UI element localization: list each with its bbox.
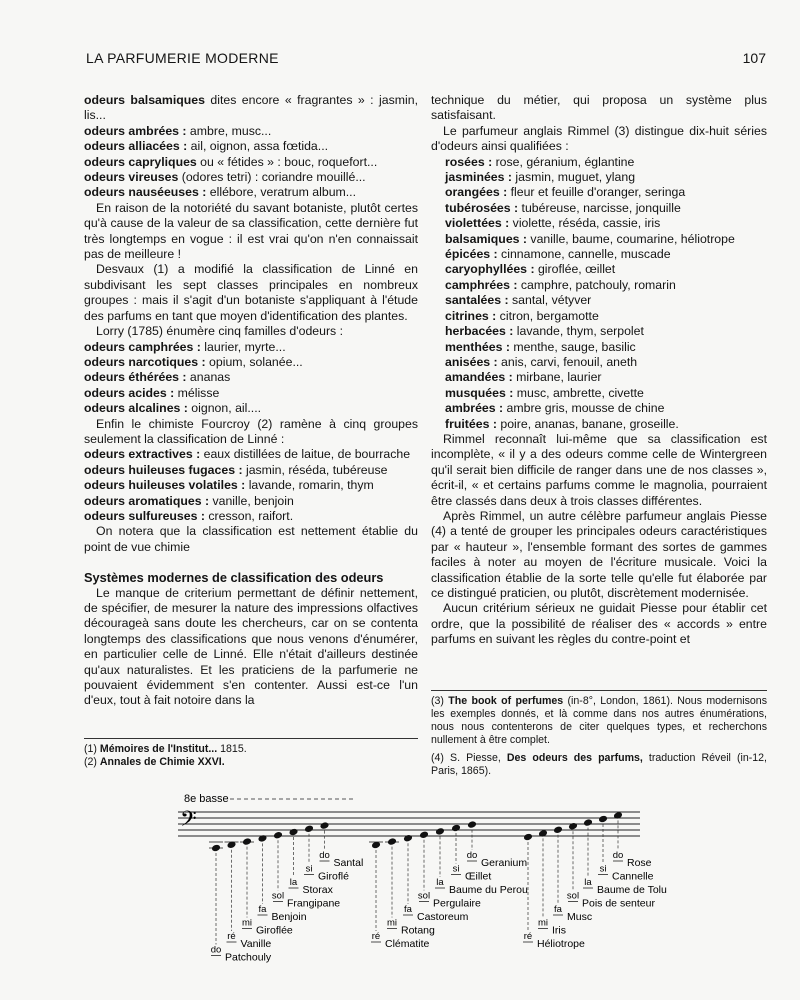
solfege-syllable: fa: [554, 904, 562, 915]
solfege-syllable: do: [466, 850, 478, 861]
note-head: [553, 826, 563, 835]
scent-label: Clématite: [385, 938, 430, 950]
note-head: [598, 815, 608, 824]
solfege-syllable: fa: [404, 904, 412, 915]
rimmel-item: anisées : anis, carvi, fenouil, aneth: [445, 354, 638, 369]
scent-label: Geranium: [481, 857, 528, 869]
rimmel-item: caryophyllées : giroflée, œillet: [445, 262, 616, 277]
solfege-syllable: mi: [386, 917, 398, 929]
note-head: [523, 833, 533, 842]
note-head: [583, 818, 593, 827]
rimmel-item: jasminées : jasmin, muguet, ylang: [445, 170, 636, 185]
solfege-syllable: sol: [271, 890, 285, 902]
scent-label: Musc: [567, 911, 593, 923]
lorry-item: odeurs camphrées : laurier, myrte...: [84, 339, 286, 354]
fourcroy-item: odeurs huileuses volatiles : lavande, romarin, thym: [84, 478, 374, 493]
paragraph-piesse: Après Rimmel, un autre célèbre parfumeur anglais Piesse (4) a tenté de grouper les principales odeurs caractéristiques par « hauteur », l'ensemble formant des sortes de gammes faciles à noter au moyen de l'écriture musicale. Voici la classification établie de la sorte telle qu'elle fut élaborée par ce distingué praticien, ou plutôt, discrètement modernisée.: [431, 508, 767, 600]
lorry-item: odeurs éthérées : ananas: [84, 370, 231, 385]
note-head: [320, 821, 330, 830]
rimmel-list: [431, 155, 767, 432]
scent-label: Baume de Tolu: [597, 884, 667, 896]
scent-label: Œillet: [465, 870, 492, 883]
solfege-syllable: la: [584, 877, 592, 888]
rimmel-item: tubérosées : tubéreuse, narcisse, jonquille: [445, 200, 681, 215]
fourcroy-item: odeurs extractives : eaux distillées de laitue, de bourrache: [84, 447, 411, 462]
rimmel-item: herbacées : lavande, thym, serpolet: [445, 324, 644, 339]
scent-label: Giroflé: [318, 870, 349, 883]
scent-scale-staff: [178, 790, 678, 990]
rimmel-item: camphrées : camphre, patchouly, romarin: [445, 277, 676, 292]
scent-label: Baume du Perou: [449, 884, 528, 896]
scent-label: Patchouly: [225, 951, 272, 964]
solfege-syllable: mi: [537, 917, 549, 929]
solfege-syllable: si: [599, 863, 607, 875]
scent-label: Vanille: [240, 938, 272, 950]
note-head: [211, 844, 221, 853]
solfege-syllable: si: [305, 863, 313, 875]
scent-label: Santal: [333, 857, 364, 869]
solfege-syllable: si: [452, 863, 460, 875]
scent-label: Rose: [627, 857, 652, 869]
solfege-syllable: do: [319, 850, 330, 861]
scent-label: Pois de senteur: [582, 897, 655, 910]
paragraph-note: On notera que la classification est nettement établie du point de vue chimie: [84, 524, 418, 554]
note-head: [273, 831, 283, 840]
bass-clef-icon: 𝄢: [180, 806, 197, 836]
linne-item: odeurs ambrées : ambre, musc...: [84, 123, 272, 138]
rimmel-item: rosées : rose, géranium, églantine: [445, 154, 635, 169]
note-head: [568, 822, 578, 831]
rimmel-item: citrines : citron, bergamotte: [445, 308, 599, 323]
running-title: LA PARFUMERIE MODERNE: [86, 50, 279, 66]
note-head: [258, 834, 268, 843]
rimmel-item: amandées : mirbane, laurier: [445, 370, 602, 385]
scent-label: Benjoin: [271, 911, 307, 923]
paragraph-linne: En raison de la notoriété du savant botaniste, plutôt certes qu'à cause de la valeur de sa classification, cette dernière fut très longtemps en vogue : il est vrai qu'on n'en connaissait pas de meilleure !: [84, 200, 418, 262]
music-staff-figure: [178, 790, 678, 990]
section-heading: Systèmes modernes de classification des odeurs: [84, 570, 384, 586]
linne-item: odeurs balsamiques dites encore « fragrantes » : jasmin, lis...: [84, 93, 418, 123]
solfege-syllable: ré: [227, 931, 236, 942]
paragraph-fourcroy: Enfin le chimiste Fourcroy (2) ramène à cinq groupes seulement la classification de Linné :: [84, 416, 418, 446]
solfege-syllable: ré: [371, 931, 381, 942]
linne-item: odeurs alliacées : ail, oignon, assa fœtida...: [84, 139, 329, 154]
solfege-syllable: la: [436, 877, 444, 888]
notes-layer: [209, 811, 667, 963]
note-head: [289, 828, 299, 837]
fourcroy-list: [84, 447, 418, 524]
fourcroy-item: odeurs aromatiques : vanille, benjoin: [84, 493, 294, 508]
note-head: [435, 827, 445, 836]
solfege-syllable: fa: [258, 904, 267, 915]
page-number: 107: [742, 50, 766, 66]
footnote-1: (1) Mémoires de l'Institut... 1815.: [84, 743, 247, 755]
paragraph-rimmel: Le parfumeur anglais Rimmel (3) distingue dix-huit séries d'odeurs ainsi qualifiées :: [431, 123, 767, 154]
scent-label: Storax: [302, 884, 333, 896]
fourcroy-item: odeurs huileuses fugaces : jasmin, réséda, tubéreuse: [84, 462, 388, 477]
note-head: [242, 837, 252, 846]
scent-label: Rotang: [401, 924, 435, 937]
note-head: [304, 825, 314, 834]
solfege-syllable: ré: [523, 931, 533, 942]
linne-item: odeurs capryliques ou « fétides » : bouc, roquefort...: [84, 154, 378, 169]
rimmel-item: fruitées : poire, ananas, banane, groseille.: [445, 416, 679, 431]
linne-item: odeurs nauséeuses : ellébore, veratrum album...: [84, 185, 357, 200]
rimmel-item: menthées : menthe, sauge, basilic: [445, 339, 636, 354]
rimmel-item: orangées : fleur et feuille d'oranger, seringa: [445, 185, 686, 200]
paragraph-desvaux: Desvaux (1) a modifié la classification de Linné en subdivisant les sept classes principales en nombreux groupes : mais il s'agit d'un botaniste s'appliquant à l'étude des parfums en tant que moyen d'identification des plantes.: [84, 262, 418, 323]
solfege-syllable: do: [612, 850, 624, 861]
fourcroy-item: odeurs sulfureuses : cresson, raifort.: [84, 508, 294, 523]
page-header: [86, 50, 766, 72]
footnotes-right: [431, 690, 767, 783]
scent-label: Iris: [552, 924, 566, 937]
left-column: [84, 93, 418, 709]
solfege-syllable: mi: [241, 917, 253, 929]
scent-label: Cannelle: [612, 870, 654, 883]
note-head: [467, 820, 477, 829]
scent-label: Castoreum: [417, 911, 469, 923]
rimmel-item: balsamiques : vanille, baume, coumarine, héliotrope: [445, 231, 735, 246]
paragraph-critere: Aucun critérium sérieux ne guidait Piesse pour établir cet ordre, que la possibilité de réaliser des « accords » entre parfums en suivant les règles du contre-point et: [431, 601, 767, 647]
footnotes-left: [84, 738, 418, 769]
note-head: [387, 837, 397, 846]
rimmel-item: épicées : cinnamone, cannelle, muscade: [445, 247, 671, 262]
scent-label: Héliotrope: [537, 938, 585, 950]
footnote-3: (3) The book of perfumes (in-8°, London, 1861). Nous modernisons les exemples donnés, et là comme dans nos autres énumérations, nous nous contenterons de citer quelques types, et recherchons nullement à être complet.: [431, 695, 767, 746]
paragraph-lorry: Lorry (1785) énumère cinq familles d'odeurs :: [96, 324, 344, 339]
paragraph-rimmel-2: Rimmel reconnaît lui-même que sa classification est incomplète, « il y a des odeurs comme celle de Wintergreen qu'il serait bien difficile de ranger dans une de nos classes », écrit-il, « et certains parfums comme le magnolia, pourraient être classés dans deux à trois classes différentes.: [431, 431, 767, 508]
rimmel-item: violettées : violette, réséda, cassie, iris: [445, 216, 661, 231]
note-head: [419, 831, 429, 840]
note-head: [403, 834, 413, 843]
lorry-list: [84, 340, 418, 417]
linne-item: odeurs vireuses (odores tetri) : coriandre mouillé...: [84, 170, 366, 185]
octave-label: 8e basse: [184, 793, 229, 805]
scent-label: Pergulaire: [433, 897, 481, 910]
right-column: [431, 93, 767, 648]
solfege-syllable: do: [210, 944, 222, 956]
lorry-item: odeurs alcalines : oignon, ail....: [84, 401, 262, 416]
solfege-syllable: sol: [566, 890, 580, 902]
solfege-syllable: la: [289, 877, 298, 888]
solfege-syllable: sol: [417, 890, 431, 902]
scent-label: Frangipane: [287, 897, 341, 910]
rimmel-item: ambrées : ambre gris, mousse de chine: [445, 401, 665, 416]
footnote-2: (2) Annales de Chimie XXVI.: [84, 756, 225, 768]
note-head: [451, 824, 461, 833]
rimmel-item: santalées : santal, vétyver: [445, 293, 592, 308]
paragraph-modern: Le manque de criterium permettant de définir nettement, de spécifier, de mesurer la nature des impressions olfactives décourageà sans doute les chercheurs, car on se contenta longtemps des classifications que nous venons d'énumérer, en particulier celle de Linné. Elle n'était d'ailleurs destinée qu'aux naturalistes. Et les praticiens de la parfumerie ne pouvaient évidemment s'en contenter. Aussi est-ce l'un d'eux, tout à fait notoire dans la: [84, 585, 418, 708]
footnote-4: (4) S. Piesse, Des odeurs des parfums, traduction Réveil (in-12, Paris, 1865).: [431, 752, 768, 777]
lorry-item: odeurs acides : mélisse: [84, 385, 220, 400]
rimmel-item: musquées : musc, ambrette, civette: [445, 385, 644, 400]
staff-lines: [178, 812, 640, 836]
paragraph-continuation: technique du métier, qui proposa un système plus satisfaisant.: [431, 93, 767, 123]
scent-label: Giroflée: [256, 924, 293, 937]
lorry-item: odeurs narcotiques : opium, solanée...: [84, 354, 303, 369]
linne-list: [84, 93, 418, 201]
